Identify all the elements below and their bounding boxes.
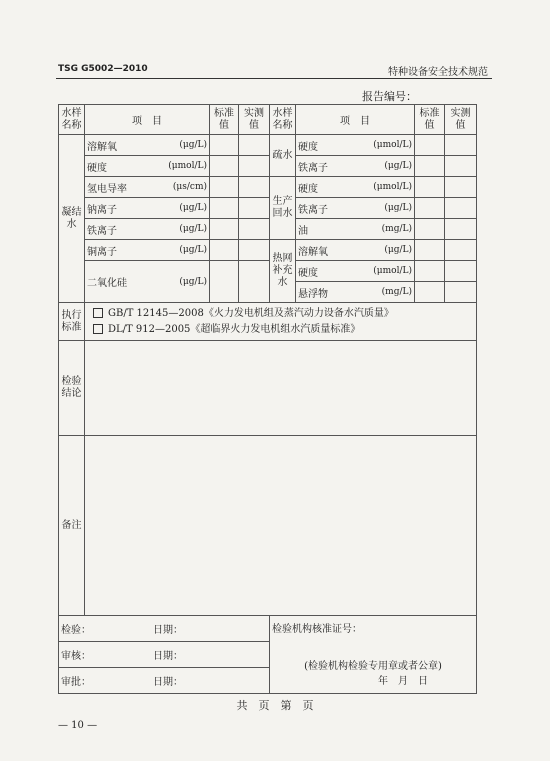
conclusion-row — [59, 341, 477, 436]
page-number: — 10 — — [58, 720, 98, 731]
col-measured: 实测值 — [239, 105, 270, 135]
item-unit: (mg/L) — [381, 224, 412, 234]
item-cell — [296, 177, 415, 198]
standard-cell[interactable] — [210, 261, 239, 303]
item-unit: (μg/L) — [179, 276, 207, 287]
item-cell — [85, 135, 210, 156]
standard-item: GB/T 12145—2008《火力发电机组及蒸汽动力设备水汽质量》 — [108, 307, 394, 319]
table-row — [59, 261, 477, 282]
seal-note: (检验机构检验专用章或者公章) — [304, 661, 442, 672]
item-cell — [85, 261, 210, 303]
item-unit: (μmol/L) — [168, 161, 207, 171]
item-unit: (μg/L) — [384, 245, 412, 255]
measured-cell[interactable] — [445, 156, 477, 177]
item-unit: (μs/cm) — [172, 182, 207, 192]
standard-cell[interactable] — [210, 198, 239, 219]
standard-cell[interactable] — [210, 219, 239, 240]
col-sample-name: 水样名称 — [59, 105, 85, 135]
standard-cell[interactable] — [415, 261, 445, 282]
checkbox[interactable] — [93, 308, 103, 318]
standard-cell[interactable] — [415, 156, 445, 177]
item-name: 钠离子 — [87, 204, 117, 216]
remarks-row — [59, 436, 477, 616]
item-name: 铁离子 — [87, 225, 117, 237]
item-cell — [296, 282, 415, 303]
inspect-label: 检验： — [61, 625, 91, 636]
approve-label: 审批： — [61, 677, 91, 688]
col-sample-name-2: 水样名称 — [270, 105, 296, 135]
group-process-return: 生产回水 — [270, 177, 296, 240]
item-name: 铜离子 — [87, 246, 117, 258]
item-unit: (μmol/L) — [373, 182, 412, 192]
col-standard-2: 标准值 — [415, 105, 445, 135]
standards-label: 执行标准 — [59, 303, 85, 341]
signature-row — [59, 616, 477, 642]
measured-cell[interactable] — [445, 135, 477, 156]
remarks-label: 备注 — [59, 436, 85, 616]
table-row — [59, 219, 477, 240]
item-cell — [85, 156, 210, 177]
measured-cell[interactable] — [239, 156, 270, 177]
standard-cell[interactable] — [210, 177, 239, 198]
standard-cell[interactable] — [415, 219, 445, 240]
date-label: 日期： — [153, 677, 183, 688]
measured-cell[interactable] — [445, 177, 477, 198]
item-cell — [296, 261, 415, 282]
checkbox[interactable] — [93, 324, 103, 334]
group-condensate: 凝结水 — [59, 135, 85, 303]
review-label: 审核： — [61, 651, 91, 662]
item-unit: (mg/L) — [381, 287, 412, 297]
measured-cell[interactable] — [445, 198, 477, 219]
col-item-2: 项 目 — [296, 105, 415, 135]
item-name: 油 — [298, 225, 308, 237]
approve-cell[interactable] — [59, 668, 270, 694]
standards-row — [59, 303, 477, 341]
standard-item: DL/T 912—2005《超临界火力发电机组水汽质量标准》 — [108, 323, 361, 335]
spec-title: 特种设备安全技术规范 — [388, 67, 488, 78]
item-unit: (μg/L) — [179, 140, 207, 150]
standard-cell[interactable] — [415, 198, 445, 219]
group-heating-makeup: 热网补充水 — [270, 240, 296, 303]
header-divider — [56, 78, 492, 79]
measured-cell[interactable] — [239, 135, 270, 156]
item-name: 二氧化硅 — [87, 278, 127, 289]
item-name: 铁离子 — [298, 204, 328, 216]
spec-code: TSG G5002—2010 — [58, 64, 148, 74]
item-unit: (μmol/L) — [373, 140, 412, 150]
date-label: 日期： — [153, 625, 183, 636]
table-row — [59, 156, 477, 177]
measured-cell[interactable] — [239, 219, 270, 240]
measured-cell[interactable] — [239, 261, 270, 303]
col-measured-2: 实测值 — [445, 105, 477, 135]
standard-cell[interactable] — [210, 156, 239, 177]
conclusion-label: 检验结论 — [59, 341, 85, 436]
page-count-line: 共 页 第 页 — [236, 699, 314, 712]
item-unit: (μmol/L) — [373, 266, 412, 276]
item-name: 硬度 — [298, 183, 318, 195]
item-name: 悬浮物 — [298, 288, 328, 300]
item-name: 硬度 — [298, 141, 318, 153]
standard-cell[interactable] — [415, 282, 445, 303]
item-unit: (μg/L) — [179, 224, 207, 234]
measured-cell[interactable] — [445, 240, 477, 261]
item-unit: (μg/L) — [179, 245, 207, 255]
remarks-area[interactable] — [85, 436, 477, 616]
item-name: 溶解氧 — [87, 141, 117, 153]
review-cell[interactable] — [59, 642, 270, 668]
inspect-cell[interactable] — [59, 616, 270, 642]
item-cell — [296, 219, 415, 240]
item-cell — [296, 240, 415, 261]
col-standard: 标准值 — [210, 105, 239, 135]
standard-cell[interactable] — [415, 240, 445, 261]
item-name: 硬度 — [298, 267, 318, 279]
col-item: 项 目 — [85, 105, 210, 135]
group-drain: 疏水 — [270, 135, 296, 177]
measured-cell[interactable] — [445, 261, 477, 282]
table-row — [59, 135, 477, 156]
measured-cell[interactable] — [239, 177, 270, 198]
water-quality-report-table — [58, 104, 477, 694]
measured-cell[interactable] — [239, 198, 270, 219]
report-number-label: 报告编号： — [362, 90, 417, 103]
table-row — [59, 198, 477, 219]
measured-cell[interactable] — [239, 240, 270, 261]
standards-list — [85, 303, 477, 341]
item-cell — [296, 135, 415, 156]
item-cell — [85, 219, 210, 240]
seal-date: 年 月 日 — [378, 676, 428, 687]
item-cell — [296, 198, 415, 219]
item-cell — [296, 156, 415, 177]
item-name: 硬度 — [87, 162, 107, 174]
measured-cell[interactable] — [445, 282, 477, 303]
date-label: 日期： — [153, 651, 183, 662]
table-row — [59, 240, 477, 261]
item-name: 铁离子 — [298, 162, 328, 174]
item-name: 溶解氧 — [298, 246, 328, 258]
institution-cell — [270, 616, 477, 694]
standard-cell[interactable] — [415, 135, 445, 156]
item-unit: (μg/L) — [384, 203, 412, 213]
standard-cell[interactable] — [210, 240, 239, 261]
item-unit: (μg/L) — [384, 161, 412, 171]
item-cell — [85, 198, 210, 219]
cert-number-label: 检验机构核准证号： — [272, 624, 362, 635]
table-row — [59, 177, 477, 198]
item-unit: (μg/L) — [179, 203, 207, 213]
measured-cell[interactable] — [445, 219, 477, 240]
item-cell — [85, 177, 210, 198]
conclusion-area[interactable] — [85, 341, 477, 436]
standard-cell[interactable] — [210, 135, 239, 156]
standard-cell[interactable] — [415, 177, 445, 198]
table-header-row — [59, 105, 477, 135]
item-cell — [85, 240, 210, 261]
item-name: 氢电导率 — [87, 183, 127, 195]
